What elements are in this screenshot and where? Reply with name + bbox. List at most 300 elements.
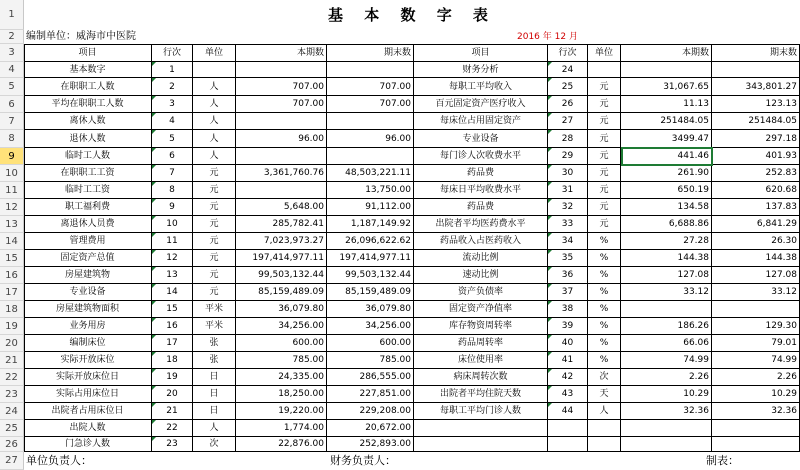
- table-cell[interactable]: 人: [193, 148, 236, 165]
- table-cell[interactable]: 元: [193, 216, 236, 233]
- table-cell[interactable]: %: [588, 352, 621, 369]
- table-cell[interactable]: 600.00: [236, 335, 327, 352]
- sheet-title[interactable]: 基 本 数 字 表: [328, 6, 496, 24]
- table-cell[interactable]: 252,893.00: [327, 437, 414, 452]
- table-cell[interactable]: 186.26: [621, 318, 712, 335]
- row-header-11[interactable]: 11: [0, 182, 24, 199]
- table-cell[interactable]: 4: [152, 113, 193, 130]
- table-cell[interactable]: 专业设备: [414, 130, 548, 148]
- table-cell[interactable]: 286,555.00: [327, 369, 414, 386]
- table-cell[interactable]: [193, 62, 236, 78]
- table-cell[interactable]: 27.28: [621, 233, 712, 250]
- table-cell[interactable]: 127.08: [712, 267, 800, 284]
- table-cell[interactable]: 48,503,221.11: [327, 165, 414, 182]
- row-header-10[interactable]: 10: [0, 165, 24, 182]
- table-cell[interactable]: 707.00: [327, 78, 414, 96]
- table-cell[interactable]: 34,256.00: [236, 318, 327, 335]
- table-cell[interactable]: [621, 437, 712, 452]
- table-cell[interactable]: 28: [548, 130, 588, 148]
- table-cell[interactable]: 42: [548, 369, 588, 386]
- table-cell[interactable]: 3499.47: [621, 130, 712, 148]
- table-cell[interactable]: 日: [193, 386, 236, 403]
- table-cell[interactable]: 日: [193, 403, 236, 420]
- table-cell[interactable]: 91,112.00: [327, 199, 414, 216]
- row-header-16[interactable]: 16: [0, 267, 24, 284]
- text-number-marker-icon: [152, 199, 156, 203]
- table-cell[interactable]: 专业设备: [24, 284, 152, 301]
- table-cell[interactable]: 441.46: [621, 148, 712, 165]
- table-cell[interactable]: 5: [152, 130, 193, 148]
- table-cell[interactable]: 99,503,132.44: [236, 267, 327, 284]
- table-cell[interactable]: 15: [152, 301, 193, 318]
- table-cell[interactable]: 8: [152, 182, 193, 199]
- table-cell[interactable]: [236, 113, 327, 130]
- table-cell[interactable]: 元: [588, 165, 621, 182]
- table-cell[interactable]: 707.00: [236, 96, 327, 113]
- table-cell[interactable]: 1,774.00: [236, 420, 327, 437]
- text-number-marker-icon: [152, 250, 156, 254]
- table-cell[interactable]: 每床位占用固定资产: [414, 113, 548, 130]
- table-cell[interactable]: 297.18: [712, 130, 800, 148]
- table-cell[interactable]: 18: [152, 352, 193, 369]
- table-cell[interactable]: 261.90: [621, 165, 712, 182]
- column-header[interactable]: 期末数: [327, 44, 414, 62]
- row-header-23[interactable]: 23: [0, 386, 24, 403]
- table-cell[interactable]: 123.13: [712, 96, 800, 113]
- table-cell[interactable]: 7: [152, 165, 193, 182]
- table-cell[interactable]: 85,159,489.09: [327, 284, 414, 301]
- table-cell[interactable]: 20: [152, 386, 193, 403]
- table-cell[interactable]: 5,648.00: [236, 199, 327, 216]
- table-cell[interactable]: 33: [548, 216, 588, 233]
- table-cell[interactable]: 11: [152, 233, 193, 250]
- table-cell[interactable]: 11.13: [621, 96, 712, 113]
- table-cell[interactable]: %: [588, 335, 621, 352]
- table-cell[interactable]: 134.58: [621, 199, 712, 216]
- table-cell[interactable]: 32.36: [712, 403, 800, 420]
- table-cell[interactable]: 707.00: [327, 96, 414, 113]
- table-cell[interactable]: 6,841.29: [712, 216, 800, 233]
- table-cell[interactable]: 99,503,132.44: [327, 267, 414, 284]
- table-cell[interactable]: 编制床位: [24, 335, 152, 352]
- table-cell[interactable]: 707.00: [236, 78, 327, 96]
- text-number-marker-icon: [548, 403, 552, 407]
- row-header-27[interactable]: 27: [0, 452, 24, 470]
- table-cell[interactable]: 平均在职职工人数: [24, 96, 152, 113]
- table-cell[interactable]: 天: [588, 386, 621, 403]
- table-cell[interactable]: 26.30: [712, 233, 800, 250]
- table-cell[interactable]: 离退休人员费: [24, 216, 152, 233]
- table-cell[interactable]: 19,220.00: [236, 403, 327, 420]
- table-cell[interactable]: 平米: [193, 301, 236, 318]
- table-cell[interactable]: 23: [152, 437, 193, 452]
- table-cell[interactable]: 出院者平均住院天数: [414, 386, 548, 403]
- table-cell[interactable]: 元: [588, 130, 621, 148]
- table-cell[interactable]: 10.29: [712, 386, 800, 403]
- row-header-1[interactable]: 1: [0, 0, 24, 30]
- row-header-13[interactable]: 13: [0, 216, 24, 233]
- table-cell[interactable]: 元: [588, 182, 621, 199]
- table-cell[interactable]: 离休人数: [24, 113, 152, 130]
- table-cell[interactable]: 29: [548, 148, 588, 165]
- row-header-12[interactable]: 12: [0, 199, 24, 216]
- table-cell[interactable]: [327, 113, 414, 130]
- table-cell[interactable]: 39: [548, 318, 588, 335]
- column-header[interactable]: 行次: [548, 44, 588, 62]
- table-cell[interactable]: [236, 62, 327, 78]
- table-cell[interactable]: 财务分析: [414, 62, 548, 78]
- table-cell[interactable]: 144.38: [621, 250, 712, 267]
- text-number-marker-icon: [548, 199, 552, 203]
- row-header-21[interactable]: 21: [0, 352, 24, 369]
- table-cell[interactable]: [712, 437, 800, 452]
- text-number-marker-icon: [152, 301, 156, 305]
- table-cell[interactable]: 百元固定资产医疗收入: [414, 96, 548, 113]
- table-cell[interactable]: 127.08: [621, 267, 712, 284]
- text-number-marker-icon: [152, 369, 156, 373]
- table-cell[interactable]: 药品费: [414, 165, 548, 182]
- row-header-20[interactable]: 20: [0, 335, 24, 352]
- table-cell[interactable]: 每职工平均收入: [414, 78, 548, 96]
- text-number-marker-icon: [548, 318, 552, 322]
- table-cell[interactable]: 每门诊人次收费水平: [414, 148, 548, 165]
- table-cell[interactable]: 38: [548, 301, 588, 318]
- column-header[interactable]: 单位: [588, 44, 621, 62]
- row-header-26[interactable]: 26: [0, 437, 24, 452]
- table-cell[interactable]: 元: [193, 199, 236, 216]
- footer-finance-head[interactable]: 财务负责人：: [330, 454, 396, 467]
- table-cell[interactable]: 13,750.00: [327, 182, 414, 199]
- text-number-marker-icon: [548, 250, 552, 254]
- table-cell[interactable]: %: [588, 284, 621, 301]
- table-cell[interactable]: 79.01: [712, 335, 800, 352]
- row-header-19[interactable]: 19: [0, 318, 24, 335]
- table-cell[interactable]: 门急诊人数: [24, 437, 152, 452]
- table-cell[interactable]: 元: [193, 284, 236, 301]
- table-cell[interactable]: 27: [548, 113, 588, 130]
- table-cell[interactable]: 床位使用率: [414, 352, 548, 369]
- table-cell[interactable]: 35: [548, 250, 588, 267]
- table-cell[interactable]: 620.68: [712, 182, 800, 199]
- table-cell[interactable]: 24: [548, 62, 588, 78]
- table-cell[interactable]: %: [588, 318, 621, 335]
- text-number-marker-icon: [152, 267, 156, 271]
- text-number-marker-icon: [548, 130, 552, 134]
- table-cell[interactable]: 房屋建筑物: [24, 267, 152, 284]
- table-cell[interactable]: 96.00: [236, 130, 327, 148]
- table-cell[interactable]: [236, 148, 327, 165]
- table-cell[interactable]: 临时工工资: [24, 182, 152, 199]
- compiling-unit[interactable]: 编制单位：威海市中医院: [26, 31, 136, 42]
- table-cell[interactable]: 实际开放床位日: [24, 369, 152, 386]
- table-cell[interactable]: 人: [193, 130, 236, 148]
- table-cell[interactable]: [621, 420, 712, 437]
- table-cell[interactable]: %: [588, 250, 621, 267]
- table-cell[interactable]: 2: [152, 78, 193, 96]
- table-cell[interactable]: 32.36: [621, 403, 712, 420]
- table-cell[interactable]: 33.12: [712, 284, 800, 301]
- table-cell[interactable]: 固定资产净值率: [414, 301, 548, 318]
- table-cell[interactable]: 6: [152, 148, 193, 165]
- table-cell[interactable]: 张: [193, 335, 236, 352]
- table-cell[interactable]: [621, 301, 712, 318]
- column-header[interactable]: 本期数: [236, 44, 327, 62]
- column-header[interactable]: 本期数: [621, 44, 712, 62]
- table-cell[interactable]: 44: [548, 403, 588, 420]
- table-cell[interactable]: 129.30: [712, 318, 800, 335]
- table-cell[interactable]: 人: [193, 113, 236, 130]
- table-cell[interactable]: 临时工人数: [24, 148, 152, 165]
- table-cell[interactable]: 元: [193, 267, 236, 284]
- table-cell[interactable]: 每职工平均门诊人数: [414, 403, 548, 420]
- table-cell[interactable]: %: [588, 301, 621, 318]
- table-cell[interactable]: [712, 62, 800, 78]
- table-cell[interactable]: 在职职工人数: [24, 78, 152, 96]
- table-cell[interactable]: 平米: [193, 318, 236, 335]
- table-cell[interactable]: 次: [193, 437, 236, 452]
- text-number-marker-icon: [548, 62, 552, 66]
- table-cell[interactable]: [414, 437, 548, 452]
- row-header-6[interactable]: 6: [0, 96, 24, 113]
- row-header-15[interactable]: 15: [0, 250, 24, 267]
- column-header[interactable]: 行次: [152, 44, 193, 62]
- table-cell[interactable]: 36: [548, 267, 588, 284]
- table-cell[interactable]: 85,159,489.09: [236, 284, 327, 301]
- table-cell[interactable]: [548, 437, 588, 452]
- table-cell[interactable]: 17: [152, 335, 193, 352]
- table-cell[interactable]: [621, 62, 712, 78]
- table-cell[interactable]: 库存物资周转率: [414, 318, 548, 335]
- column-header[interactable]: 项目: [414, 44, 548, 62]
- table-cell[interactable]: 343,801.27: [712, 78, 800, 96]
- table-cell[interactable]: 66.06: [621, 335, 712, 352]
- table-cell[interactable]: [548, 420, 588, 437]
- table-cell[interactable]: 197,414,977.11: [236, 250, 327, 267]
- table-cell[interactable]: 基本数字: [24, 62, 152, 78]
- row-header-25[interactable]: 25: [0, 420, 24, 437]
- table-cell[interactable]: 26,096,622.62: [327, 233, 414, 250]
- table-cell[interactable]: 出院者占用床位日: [24, 403, 152, 420]
- table-cell[interactable]: 在职职工工资: [24, 165, 152, 182]
- text-number-marker-icon: [548, 148, 552, 152]
- table-cell[interactable]: 固定资产总值: [24, 250, 152, 267]
- column-header[interactable]: 项目: [24, 44, 152, 62]
- column-header[interactable]: 单位: [193, 44, 236, 62]
- table-cell[interactable]: 41: [548, 352, 588, 369]
- table-cell[interactable]: 1: [152, 62, 193, 78]
- row-header-24[interactable]: 24: [0, 403, 24, 420]
- text-number-marker-icon: [548, 182, 552, 186]
- row-header-22[interactable]: 22: [0, 369, 24, 386]
- table-cell[interactable]: 病床周转次数: [414, 369, 548, 386]
- table-cell[interactable]: 285,782.41: [236, 216, 327, 233]
- text-number-marker-icon: [548, 386, 552, 390]
- table-cell[interactable]: 22,876.00: [236, 437, 327, 452]
- table-cell[interactable]: 229,208.00: [327, 403, 414, 420]
- table-cell[interactable]: 251484.05: [712, 113, 800, 130]
- row-header-8[interactable]: 8: [0, 130, 24, 148]
- table-cell[interactable]: 43: [548, 386, 588, 403]
- table-cell[interactable]: 退休人数: [24, 130, 152, 148]
- table-cell[interactable]: 19: [152, 369, 193, 386]
- text-number-marker-icon: [548, 113, 552, 117]
- table-cell[interactable]: 37: [548, 284, 588, 301]
- table-cell[interactable]: 96.00: [327, 130, 414, 148]
- table-cell[interactable]: 12: [152, 250, 193, 267]
- table-cell[interactable]: 元: [588, 199, 621, 216]
- table-cell[interactable]: 144.38: [712, 250, 800, 267]
- table-cell[interactable]: [712, 301, 800, 318]
- table-cell[interactable]: 3,361,760.76: [236, 165, 327, 182]
- table-cell[interactable]: 元: [193, 233, 236, 250]
- table-cell[interactable]: 36,079.80: [327, 301, 414, 318]
- table-cell[interactable]: 人: [193, 420, 236, 437]
- table-cell[interactable]: 10: [152, 216, 193, 233]
- table-cell[interactable]: [588, 420, 621, 437]
- table-cell[interactable]: 18,250.00: [236, 386, 327, 403]
- table-cell[interactable]: 日: [193, 369, 236, 386]
- row-header-7[interactable]: 7: [0, 113, 24, 130]
- table-cell[interactable]: 33.12: [621, 284, 712, 301]
- table-cell[interactable]: 600.00: [327, 335, 414, 352]
- footer-unit-head[interactable]: 单位负责人：: [26, 454, 92, 467]
- table-cell[interactable]: 7,023,973.27: [236, 233, 327, 250]
- table-cell[interactable]: %: [588, 267, 621, 284]
- table-cell[interactable]: %: [588, 233, 621, 250]
- table-cell[interactable]: 251484.05: [621, 113, 712, 130]
- table-cell[interactable]: 40: [548, 335, 588, 352]
- table-cell[interactable]: 36,079.80: [236, 301, 327, 318]
- text-number-marker-icon: [152, 233, 156, 237]
- table-cell[interactable]: 元: [588, 96, 621, 113]
- table-cell[interactable]: 药品周转率: [414, 335, 548, 352]
- table-cell[interactable]: [588, 62, 621, 78]
- table-cell[interactable]: 197,414,977.11: [327, 250, 414, 267]
- table-cell[interactable]: 25: [548, 78, 588, 96]
- table-cell[interactable]: 速动比例: [414, 267, 548, 284]
- table-cell[interactable]: 20,672.00: [327, 420, 414, 437]
- table-cell[interactable]: 1,187,149.92: [327, 216, 414, 233]
- table-cell[interactable]: 每床日平均收费水平: [414, 182, 548, 199]
- row-header-17[interactable]: 17: [0, 284, 24, 301]
- row-header-18[interactable]: 18: [0, 301, 24, 318]
- table-cell[interactable]: 实际占用床位日: [24, 386, 152, 403]
- table-cell[interactable]: 流动比例: [414, 250, 548, 267]
- table-cell[interactable]: 785.00: [327, 352, 414, 369]
- column-header[interactable]: 期末数: [712, 44, 800, 62]
- table-cell[interactable]: 24,335.00: [236, 369, 327, 386]
- table-cell[interactable]: 74.99: [712, 352, 800, 369]
- table-cell[interactable]: 药品费: [414, 199, 548, 216]
- text-number-marker-icon: [548, 267, 552, 271]
- row-header-2[interactable]: 2: [0, 30, 24, 44]
- table-cell[interactable]: [236, 182, 327, 199]
- table-cell[interactable]: 26: [548, 96, 588, 113]
- table-cell[interactable]: 元: [193, 165, 236, 182]
- table-cell[interactable]: 资产负债率: [414, 284, 548, 301]
- text-number-marker-icon: [152, 78, 156, 82]
- table-cell[interactable]: 元: [588, 216, 621, 233]
- table-cell[interactable]: 34: [548, 233, 588, 250]
- table-cell[interactable]: 6,688.86: [621, 216, 712, 233]
- table-cell[interactable]: 2.26: [621, 369, 712, 386]
- table-cell[interactable]: 元: [588, 113, 621, 130]
- table-cell[interactable]: 30: [548, 165, 588, 182]
- table-cell[interactable]: 21: [152, 403, 193, 420]
- table-cell[interactable]: 16: [152, 318, 193, 335]
- table-cell[interactable]: [588, 437, 621, 452]
- report-date[interactable]: 2016 年 12 月: [517, 32, 578, 42]
- text-number-marker-icon: [152, 182, 156, 186]
- text-number-marker-icon: [548, 352, 552, 356]
- table-cell[interactable]: 227,851.00: [327, 386, 414, 403]
- table-cell[interactable]: 9: [152, 199, 193, 216]
- table-cell[interactable]: [414, 420, 548, 437]
- text-number-marker-icon: [152, 216, 156, 220]
- table-cell[interactable]: 张: [193, 352, 236, 369]
- table-cell[interactable]: 药品收入占医药收入: [414, 233, 548, 250]
- text-number-marker-icon: [152, 165, 156, 169]
- table-cell[interactable]: 137.83: [712, 199, 800, 216]
- table-cell[interactable]: 32: [548, 199, 588, 216]
- row-header-9[interactable]: 9: [0, 148, 24, 165]
- table-cell[interactable]: 252.83: [712, 165, 800, 182]
- table-cell[interactable]: [327, 62, 414, 78]
- row-header-14[interactable]: 14: [0, 233, 24, 250]
- selected-cell-highlight: [621, 147, 713, 166]
- table-cell[interactable]: 业务用房: [24, 318, 152, 335]
- table-cell[interactable]: 房屋建筑物面积: [24, 301, 152, 318]
- table-cell[interactable]: 人: [193, 96, 236, 113]
- table-cell[interactable]: 人: [193, 78, 236, 96]
- table-cell[interactable]: 31,067.65: [621, 78, 712, 96]
- table-cell[interactable]: 实际开放床位: [24, 352, 152, 369]
- text-number-marker-icon: [152, 386, 156, 390]
- footer-maker[interactable]: 制表：: [706, 454, 739, 467]
- table-cell[interactable]: 22: [152, 420, 193, 437]
- table-cell[interactable]: 13: [152, 267, 193, 284]
- table-cell[interactable]: [712, 420, 800, 437]
- table-cell[interactable]: 元: [193, 250, 236, 267]
- table-cell[interactable]: 2.26: [712, 369, 800, 386]
- table-cell[interactable]: 3: [152, 96, 193, 113]
- table-cell[interactable]: 元: [588, 148, 621, 165]
- text-number-marker-icon: [548, 369, 552, 373]
- table-cell[interactable]: 次: [588, 369, 621, 386]
- table-cell[interactable]: 出院者平均医药费水平: [414, 216, 548, 233]
- table-cell[interactable]: 职工福利费: [24, 199, 152, 216]
- table-cell[interactable]: 14: [152, 284, 193, 301]
- row-header-5[interactable]: 5: [0, 78, 24, 96]
- table-cell[interactable]: 401.93: [712, 148, 800, 165]
- table-cell[interactable]: 元: [193, 182, 236, 199]
- table-cell[interactable]: 10.29: [621, 386, 712, 403]
- table-cell[interactable]: 74.99: [621, 352, 712, 369]
- table-cell[interactable]: 出院人数: [24, 420, 152, 437]
- text-number-marker-icon: [152, 284, 156, 288]
- table-cell[interactable]: 管理费用: [24, 233, 152, 250]
- table-cell[interactable]: 785.00: [236, 352, 327, 369]
- table-cell[interactable]: 31: [548, 182, 588, 199]
- text-number-marker-icon: [152, 96, 156, 100]
- row-header-4[interactable]: 4: [0, 62, 24, 78]
- row-header-3[interactable]: 3: [0, 44, 24, 62]
- table-cell[interactable]: 650.19: [621, 182, 712, 199]
- table-cell[interactable]: 元: [588, 78, 621, 96]
- table-cell[interactable]: [327, 148, 414, 165]
- table-cell[interactable]: 34,256.00: [327, 318, 414, 335]
- table-cell[interactable]: 人: [588, 403, 621, 420]
